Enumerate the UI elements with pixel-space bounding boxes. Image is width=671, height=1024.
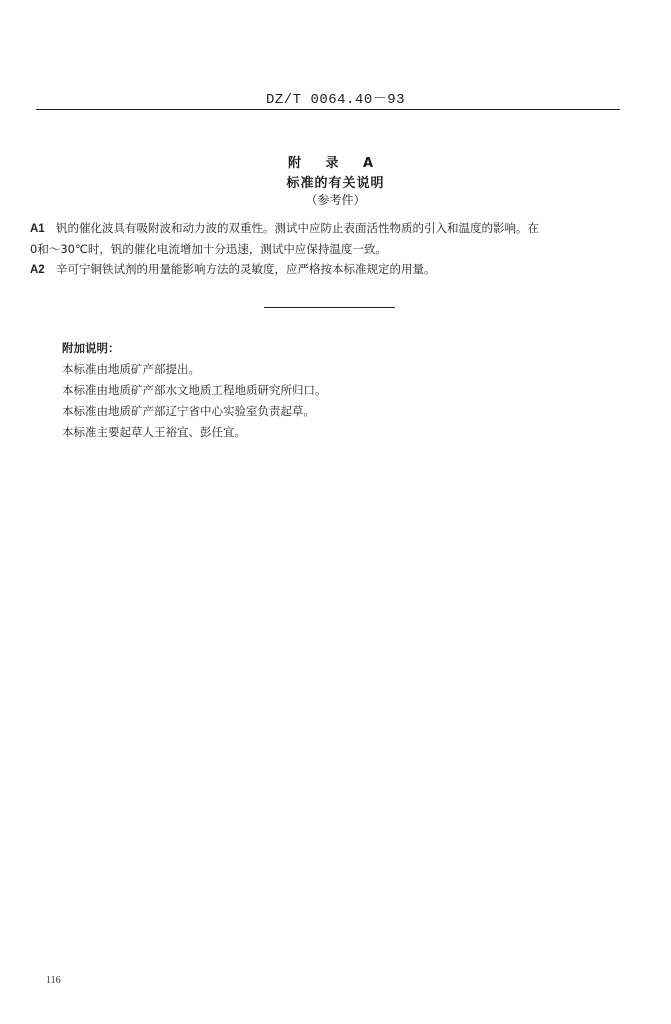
appendix-title: 标准的有关说明: [286, 176, 385, 191]
clause-text-continued: 0和～30℃时，钒的催化电流增加十分迅速，测试中应保持温度一致。: [30, 242, 387, 256]
note-item: 本标准由地质矿产部水文地质工程地质研究所归口。: [62, 383, 327, 397]
notes-title: 附加说明：: [62, 341, 120, 355]
note-item: 本标准主要起草人王裕宜、彭任宜。: [62, 425, 246, 439]
additional-notes: [62, 338, 327, 443]
note-item: 本标准由地质矿产部提出。: [62, 362, 200, 376]
appendix-label: 附 录 A: [287, 156, 384, 171]
clause-text: 钒的催化波具有吸附波和动力波的双重性。测试中应防止表面活性物质的引入和温度的影响。在: [56, 221, 539, 235]
clause-a2: [30, 259, 630, 280]
appendix-type: （参考件）: [305, 193, 366, 207]
page-number: 116: [46, 975, 61, 986]
clause-number: A2: [30, 264, 45, 276]
standard-code: DZ/T 0064.40－93: [265, 92, 406, 108]
section-divider: [264, 307, 395, 308]
clause-a1: [30, 218, 630, 259]
clause-number: A1: [30, 223, 45, 235]
clause-text: 辛可宁铜铁试剂的用量能影响方法的灵敏度，应严格按本标准规定的用量。: [56, 262, 436, 276]
note-item: 本标准由地质矿产部辽宁省中心实验室负责起草。: [62, 404, 315, 418]
header-divider: [36, 109, 620, 110]
